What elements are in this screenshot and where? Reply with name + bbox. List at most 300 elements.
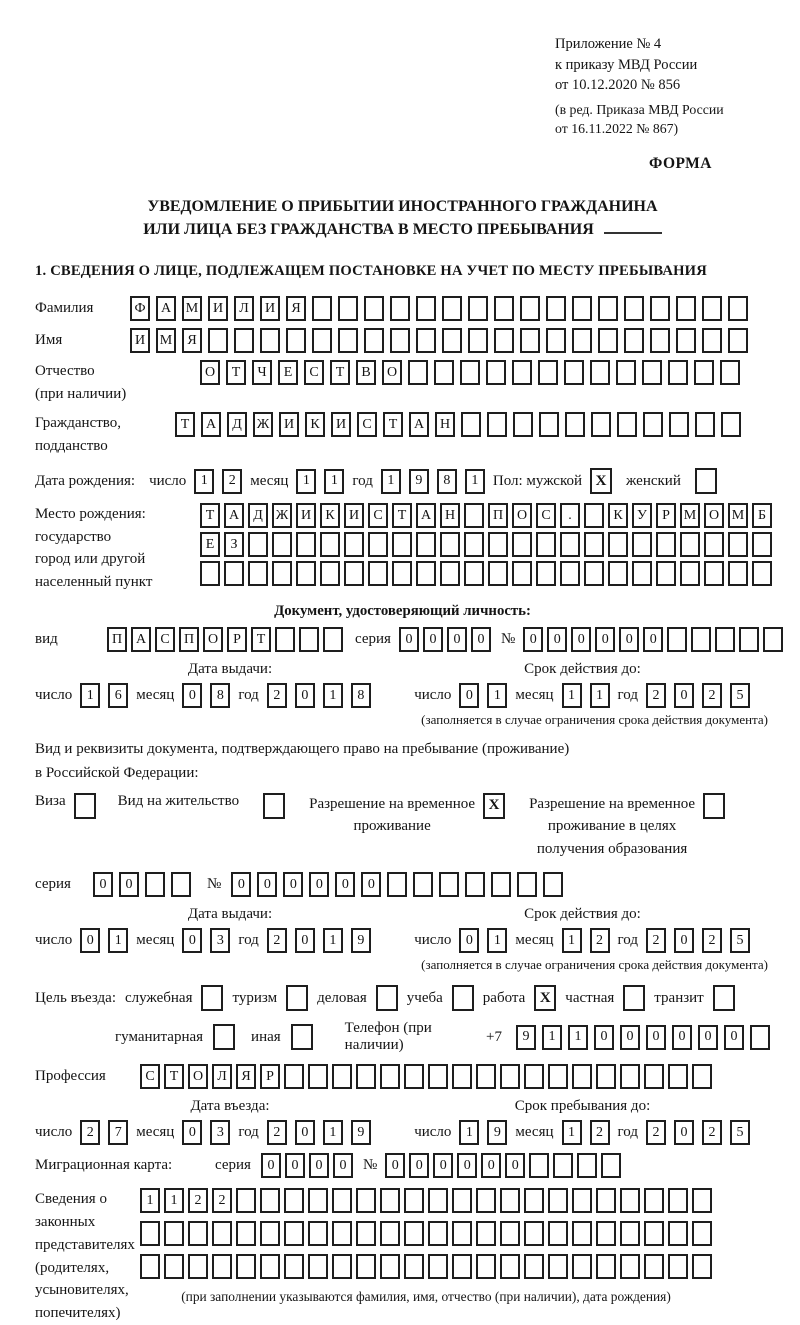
form-cell[interactable]: 0 <box>505 1153 525 1178</box>
form-cell[interactable] <box>236 1188 256 1213</box>
form-cell[interactable]: Ж <box>272 503 292 528</box>
form-cell[interactable] <box>676 296 696 321</box>
form-cell[interactable]: К <box>305 412 325 437</box>
form-cell[interactable] <box>596 1221 616 1246</box>
form-cell[interactable] <box>692 1254 712 1279</box>
form-cell[interactable]: 9 <box>409 469 429 494</box>
form-cell[interactable] <box>488 532 508 557</box>
form-cell[interactable]: 1 <box>487 683 507 708</box>
form-cell[interactable] <box>536 561 556 586</box>
form-cell[interactable] <box>416 532 436 557</box>
form-cell[interactable] <box>364 296 384 321</box>
form-cell[interactable] <box>380 1188 400 1213</box>
form-cell[interactable] <box>260 1254 280 1279</box>
form-cell[interactable] <box>494 296 514 321</box>
form-cell[interactable] <box>715 627 735 652</box>
form-cell[interactable] <box>572 1064 592 1089</box>
form-cell[interactable]: К <box>320 503 340 528</box>
form-cell[interactable] <box>539 412 559 437</box>
form-cell[interactable]: Т <box>164 1064 184 1089</box>
form-cell[interactable]: 0 <box>309 872 329 897</box>
form-cell[interactable]: И <box>279 412 299 437</box>
form-cell[interactable] <box>212 1221 232 1246</box>
form-cell[interactable] <box>491 872 511 897</box>
form-cell[interactable] <box>667 627 687 652</box>
form-cell[interactable] <box>488 561 508 586</box>
form-cell[interactable]: О <box>188 1064 208 1089</box>
form-cell[interactable]: 0 <box>295 928 315 953</box>
form-cell[interactable] <box>487 412 507 437</box>
form-cell[interactable] <box>608 532 628 557</box>
form-cell[interactable]: П <box>488 503 508 528</box>
form-cell[interactable] <box>536 532 556 557</box>
form-cell[interactable]: Н <box>440 503 460 528</box>
form-cell[interactable]: 1 <box>140 1188 160 1213</box>
male-checkbox[interactable]: X <box>590 468 612 494</box>
form-cell[interactable] <box>513 412 533 437</box>
form-cell[interactable]: 0 <box>620 1025 640 1050</box>
form-cell[interactable] <box>312 328 332 353</box>
purpose-official-checkbox[interactable] <box>201 985 223 1011</box>
form-cell[interactable]: А <box>131 627 151 652</box>
form-cell[interactable]: Д <box>248 503 268 528</box>
form-cell[interactable] <box>650 296 670 321</box>
form-cell[interactable]: П <box>179 627 199 652</box>
form-cell[interactable]: 2 <box>80 1120 100 1145</box>
form-cell[interactable]: 0 <box>333 1153 353 1178</box>
form-cell[interactable]: 0 <box>119 872 139 897</box>
form-cell[interactable] <box>739 627 759 652</box>
form-cell[interactable]: 2 <box>590 1120 610 1145</box>
form-cell[interactable] <box>668 1221 688 1246</box>
form-cell[interactable]: М <box>728 503 748 528</box>
form-cell[interactable] <box>272 532 292 557</box>
form-cell[interactable] <box>284 1188 304 1213</box>
form-cell[interactable]: Ж <box>253 412 273 437</box>
form-cell[interactable]: И <box>344 503 364 528</box>
form-cell[interactable]: Т <box>251 627 271 652</box>
form-cell[interactable] <box>332 1064 352 1089</box>
form-cell[interactable]: З <box>224 532 244 557</box>
form-cell[interactable]: 9 <box>516 1025 536 1050</box>
form-cell[interactable] <box>520 328 540 353</box>
form-cell[interactable] <box>644 1254 664 1279</box>
form-cell[interactable]: 9 <box>351 1120 371 1145</box>
form-cell[interactable]: К <box>608 503 628 528</box>
form-cell[interactable] <box>308 1254 328 1279</box>
form-cell[interactable] <box>171 872 191 897</box>
form-cell[interactable] <box>286 328 306 353</box>
form-cell[interactable]: 8 <box>351 683 371 708</box>
form-cell[interactable]: 0 <box>385 1153 405 1178</box>
form-cell[interactable] <box>590 360 610 385</box>
form-cell[interactable]: А <box>224 503 244 528</box>
form-cell[interactable] <box>608 561 628 586</box>
form-cell[interactable] <box>452 1188 472 1213</box>
form-cell[interactable]: . <box>560 503 580 528</box>
form-cell[interactable] <box>620 1064 640 1089</box>
form-cell[interactable]: 0 <box>295 1120 315 1145</box>
form-cell[interactable] <box>702 328 722 353</box>
form-cell[interactable]: О <box>203 627 223 652</box>
form-cell[interactable] <box>140 1221 160 1246</box>
form-cell[interactable]: 2 <box>702 683 722 708</box>
form-cell[interactable]: 0 <box>295 683 315 708</box>
form-cell[interactable] <box>275 627 295 652</box>
form-cell[interactable]: Я <box>286 296 306 321</box>
form-cell[interactable] <box>234 328 254 353</box>
form-cell[interactable] <box>680 561 700 586</box>
form-cell[interactable] <box>476 1188 496 1213</box>
form-cell[interactable]: 1 <box>296 469 316 494</box>
form-cell[interactable]: 0 <box>231 872 251 897</box>
form-cell[interactable] <box>434 360 454 385</box>
form-cell[interactable] <box>577 1153 597 1178</box>
form-cell[interactable]: 0 <box>335 872 355 897</box>
form-cell[interactable]: Н <box>435 412 455 437</box>
form-cell[interactable]: 0 <box>523 627 543 652</box>
temp-residence-checkbox[interactable]: X <box>483 793 505 819</box>
form-cell[interactable]: 0 <box>257 872 277 897</box>
form-cell[interactable] <box>442 296 462 321</box>
form-cell[interactable]: 1 <box>80 683 100 708</box>
form-cell[interactable] <box>344 532 364 557</box>
form-cell[interactable] <box>308 1188 328 1213</box>
form-cell[interactable] <box>620 1221 640 1246</box>
form-cell[interactable]: И <box>260 296 280 321</box>
form-cell[interactable] <box>691 627 711 652</box>
form-cell[interactable]: И <box>331 412 351 437</box>
form-cell[interactable]: 2 <box>222 469 242 494</box>
form-cell[interactable] <box>704 532 724 557</box>
form-cell[interactable] <box>188 1221 208 1246</box>
purpose-other-checkbox[interactable] <box>291 1024 313 1050</box>
form-cell[interactable]: Д <box>227 412 247 437</box>
form-cell[interactable] <box>596 1188 616 1213</box>
form-cell[interactable] <box>248 561 268 586</box>
form-cell[interactable]: И <box>130 328 150 353</box>
form-cell[interactable] <box>650 328 670 353</box>
form-cell[interactable]: 1 <box>108 928 128 953</box>
form-cell[interactable]: 0 <box>399 627 419 652</box>
form-cell[interactable] <box>404 1064 424 1089</box>
form-cell[interactable]: М <box>182 296 202 321</box>
visa-checkbox[interactable] <box>74 793 96 819</box>
form-cell[interactable]: 0 <box>643 627 663 652</box>
form-cell[interactable] <box>721 412 741 437</box>
form-cell[interactable] <box>572 1221 592 1246</box>
form-cell[interactable]: 0 <box>674 1120 694 1145</box>
form-cell[interactable] <box>486 360 506 385</box>
form-cell[interactable] <box>617 412 637 437</box>
form-cell[interactable] <box>416 328 436 353</box>
form-cell[interactable]: 1 <box>164 1188 184 1213</box>
form-cell[interactable] <box>390 296 410 321</box>
form-cell[interactable]: Е <box>278 360 298 385</box>
form-cell[interactable] <box>460 360 480 385</box>
purpose-study-checkbox[interactable] <box>452 985 474 1011</box>
form-cell[interactable]: 1 <box>323 928 343 953</box>
form-cell[interactable]: Е <box>200 532 220 557</box>
form-cell[interactable]: 1 <box>562 928 582 953</box>
form-cell[interactable]: 0 <box>672 1025 692 1050</box>
form-cell[interactable] <box>332 1221 352 1246</box>
form-cell[interactable] <box>392 561 412 586</box>
form-cell[interactable]: 1 <box>323 683 343 708</box>
form-cell[interactable] <box>546 328 566 353</box>
form-cell[interactable] <box>296 561 316 586</box>
form-cell[interactable] <box>512 360 532 385</box>
residence-permit-checkbox[interactable] <box>263 793 285 819</box>
form-cell[interactable] <box>750 1025 770 1050</box>
purpose-humanitarian-checkbox[interactable] <box>213 1024 235 1050</box>
form-cell[interactable]: Б <box>752 503 772 528</box>
form-cell[interactable] <box>632 532 652 557</box>
form-cell[interactable] <box>620 1254 640 1279</box>
form-cell[interactable] <box>140 1254 160 1279</box>
form-cell[interactable] <box>572 1254 592 1279</box>
form-cell[interactable]: 2 <box>188 1188 208 1213</box>
form-cell[interactable] <box>416 561 436 586</box>
form-cell[interactable] <box>560 561 580 586</box>
form-cell[interactable]: А <box>201 412 221 437</box>
form-cell[interactable]: 0 <box>594 1025 614 1050</box>
form-cell[interactable]: С <box>368 503 388 528</box>
form-cell[interactable]: С <box>155 627 175 652</box>
form-cell[interactable]: 2 <box>267 928 287 953</box>
form-cell[interactable] <box>380 1254 400 1279</box>
form-cell[interactable] <box>500 1221 520 1246</box>
form-cell[interactable]: Я <box>236 1064 256 1089</box>
form-cell[interactable] <box>524 1221 544 1246</box>
form-cell[interactable]: 0 <box>182 683 202 708</box>
form-cell[interactable] <box>296 532 316 557</box>
form-cell[interactable]: А <box>156 296 176 321</box>
form-cell[interactable]: М <box>680 503 700 528</box>
form-cell[interactable]: Л <box>212 1064 232 1089</box>
form-cell[interactable] <box>439 872 459 897</box>
form-cell[interactable] <box>620 1188 640 1213</box>
form-cell[interactable]: 1 <box>590 683 610 708</box>
form-cell[interactable] <box>404 1254 424 1279</box>
form-cell[interactable] <box>728 296 748 321</box>
form-cell[interactable] <box>428 1064 448 1089</box>
form-cell[interactable] <box>392 532 412 557</box>
form-cell[interactable]: С <box>304 360 324 385</box>
form-cell[interactable]: 0 <box>409 1153 429 1178</box>
form-cell[interactable]: 9 <box>487 1120 507 1145</box>
purpose-tourism-checkbox[interactable] <box>286 985 308 1011</box>
form-cell[interactable]: 7 <box>108 1120 128 1145</box>
form-cell[interactable]: 1 <box>323 1120 343 1145</box>
form-cell[interactable] <box>248 532 268 557</box>
form-cell[interactable] <box>752 561 772 586</box>
form-cell[interactable]: Я <box>182 328 202 353</box>
form-cell[interactable] <box>668 360 688 385</box>
form-cell[interactable] <box>643 412 663 437</box>
form-cell[interactable] <box>284 1064 304 1089</box>
form-cell[interactable] <box>368 532 388 557</box>
form-cell[interactable]: С <box>536 503 556 528</box>
form-cell[interactable]: 0 <box>619 627 639 652</box>
form-cell[interactable]: Т <box>392 503 412 528</box>
form-cell[interactable] <box>320 532 340 557</box>
form-cell[interactable] <box>200 561 220 586</box>
form-cell[interactable]: 6 <box>108 683 128 708</box>
form-cell[interactable] <box>404 1188 424 1213</box>
form-cell[interactable]: 3 <box>210 928 230 953</box>
form-cell[interactable] <box>387 872 407 897</box>
form-cell[interactable] <box>468 328 488 353</box>
form-cell[interactable]: 1 <box>487 928 507 953</box>
form-cell[interactable]: 0 <box>724 1025 744 1050</box>
form-cell[interactable] <box>524 1188 544 1213</box>
form-cell[interactable]: Т <box>175 412 195 437</box>
form-cell[interactable] <box>164 1254 184 1279</box>
form-cell[interactable]: 3 <box>210 1120 230 1145</box>
form-cell[interactable] <box>524 1254 544 1279</box>
form-cell[interactable]: 0 <box>547 627 567 652</box>
form-cell[interactable]: 0 <box>283 872 303 897</box>
form-cell[interactable] <box>500 1064 520 1089</box>
form-cell[interactable]: 0 <box>285 1153 305 1178</box>
purpose-transit-checkbox[interactable] <box>713 985 735 1011</box>
form-cell[interactable] <box>601 1153 621 1178</box>
form-cell[interactable] <box>260 328 280 353</box>
form-cell[interactable] <box>584 532 604 557</box>
form-cell[interactable] <box>468 296 488 321</box>
form-cell[interactable] <box>728 532 748 557</box>
form-cell[interactable] <box>408 360 428 385</box>
form-cell[interactable] <box>272 561 292 586</box>
form-cell[interactable] <box>572 1188 592 1213</box>
form-cell[interactable] <box>656 532 676 557</box>
form-cell[interactable] <box>476 1064 496 1089</box>
form-cell[interactable] <box>236 1221 256 1246</box>
form-cell[interactable] <box>644 1188 664 1213</box>
form-cell[interactable] <box>668 1064 688 1089</box>
form-cell[interactable] <box>728 328 748 353</box>
form-cell[interactable]: 0 <box>674 683 694 708</box>
form-cell[interactable] <box>543 872 563 897</box>
form-cell[interactable]: 0 <box>433 1153 453 1178</box>
form-cell[interactable] <box>538 360 558 385</box>
form-cell[interactable] <box>598 328 618 353</box>
form-cell[interactable] <box>494 328 514 353</box>
female-checkbox[interactable] <box>695 468 717 494</box>
form-cell[interactable] <box>332 1188 352 1213</box>
form-cell[interactable]: 0 <box>93 872 113 897</box>
form-cell[interactable]: О <box>382 360 402 385</box>
form-cell[interactable] <box>548 1254 568 1279</box>
form-cell[interactable] <box>596 1064 616 1089</box>
form-cell[interactable]: И <box>208 296 228 321</box>
form-cell[interactable] <box>668 1254 688 1279</box>
form-cell[interactable]: 2 <box>267 1120 287 1145</box>
form-cell[interactable]: 8 <box>210 683 230 708</box>
form-cell[interactable] <box>320 561 340 586</box>
form-cell[interactable] <box>284 1221 304 1246</box>
form-cell[interactable] <box>338 296 358 321</box>
form-cell[interactable] <box>312 296 332 321</box>
form-cell[interactable] <box>465 872 485 897</box>
form-cell[interactable]: 5 <box>730 928 750 953</box>
form-cell[interactable]: О <box>200 360 220 385</box>
form-cell[interactable] <box>212 1254 232 1279</box>
form-cell[interactable]: 0 <box>459 928 479 953</box>
form-cell[interactable] <box>728 561 748 586</box>
form-cell[interactable] <box>464 532 484 557</box>
form-cell[interactable]: Р <box>227 627 247 652</box>
form-cell[interactable]: 0 <box>309 1153 329 1178</box>
form-cell[interactable]: 2 <box>646 1120 666 1145</box>
form-cell[interactable] <box>591 412 611 437</box>
form-cell[interactable]: Т <box>383 412 403 437</box>
form-cell[interactable] <box>644 1221 664 1246</box>
form-cell[interactable] <box>702 296 722 321</box>
form-cell[interactable]: С <box>140 1064 160 1089</box>
form-cell[interactable]: Р <box>656 503 676 528</box>
form-cell[interactable] <box>553 1153 573 1178</box>
form-cell[interactable] <box>461 412 481 437</box>
form-cell[interactable] <box>442 328 462 353</box>
form-cell[interactable]: А <box>416 503 436 528</box>
form-cell[interactable]: 1 <box>562 1120 582 1145</box>
form-cell[interactable]: 0 <box>80 928 100 953</box>
form-cell[interactable]: 0 <box>459 683 479 708</box>
form-cell[interactable] <box>565 412 585 437</box>
form-cell[interactable] <box>572 328 592 353</box>
form-cell[interactable]: 2 <box>702 928 722 953</box>
form-cell[interactable] <box>356 1254 376 1279</box>
form-cell[interactable] <box>344 561 364 586</box>
form-cell[interactable] <box>695 412 715 437</box>
form-cell[interactable] <box>596 1254 616 1279</box>
form-cell[interactable] <box>323 627 343 652</box>
form-cell[interactable] <box>299 627 319 652</box>
form-cell[interactable] <box>680 532 700 557</box>
form-cell[interactable]: Т <box>200 503 220 528</box>
form-cell[interactable]: 1 <box>324 469 344 494</box>
form-cell[interactable]: 0 <box>261 1153 281 1178</box>
form-cell[interactable]: 0 <box>361 872 381 897</box>
form-cell[interactable] <box>548 1221 568 1246</box>
form-cell[interactable]: 8 <box>437 469 457 494</box>
form-cell[interactable]: И <box>296 503 316 528</box>
form-cell[interactable] <box>668 1188 688 1213</box>
form-cell[interactable] <box>644 1064 664 1089</box>
form-cell[interactable]: 2 <box>646 683 666 708</box>
form-cell[interactable]: 0 <box>182 1120 202 1145</box>
temp-residence-education-checkbox[interactable] <box>703 793 725 819</box>
form-cell[interactable]: 0 <box>423 627 443 652</box>
form-cell[interactable] <box>584 561 604 586</box>
form-cell[interactable]: 2 <box>702 1120 722 1145</box>
form-cell[interactable] <box>624 328 644 353</box>
form-cell[interactable]: 1 <box>568 1025 588 1050</box>
form-cell[interactable]: Ч <box>252 360 272 385</box>
form-cell[interactable]: 5 <box>730 683 750 708</box>
form-cell[interactable] <box>260 1188 280 1213</box>
form-cell[interactable] <box>356 1221 376 1246</box>
form-cell[interactable] <box>500 1254 520 1279</box>
purpose-business-checkbox[interactable] <box>376 985 398 1011</box>
form-cell[interactable]: 1 <box>194 469 214 494</box>
form-cell[interactable] <box>428 1221 448 1246</box>
form-cell[interactable] <box>208 328 228 353</box>
form-cell[interactable] <box>720 360 740 385</box>
form-cell[interactable]: 0 <box>698 1025 718 1050</box>
